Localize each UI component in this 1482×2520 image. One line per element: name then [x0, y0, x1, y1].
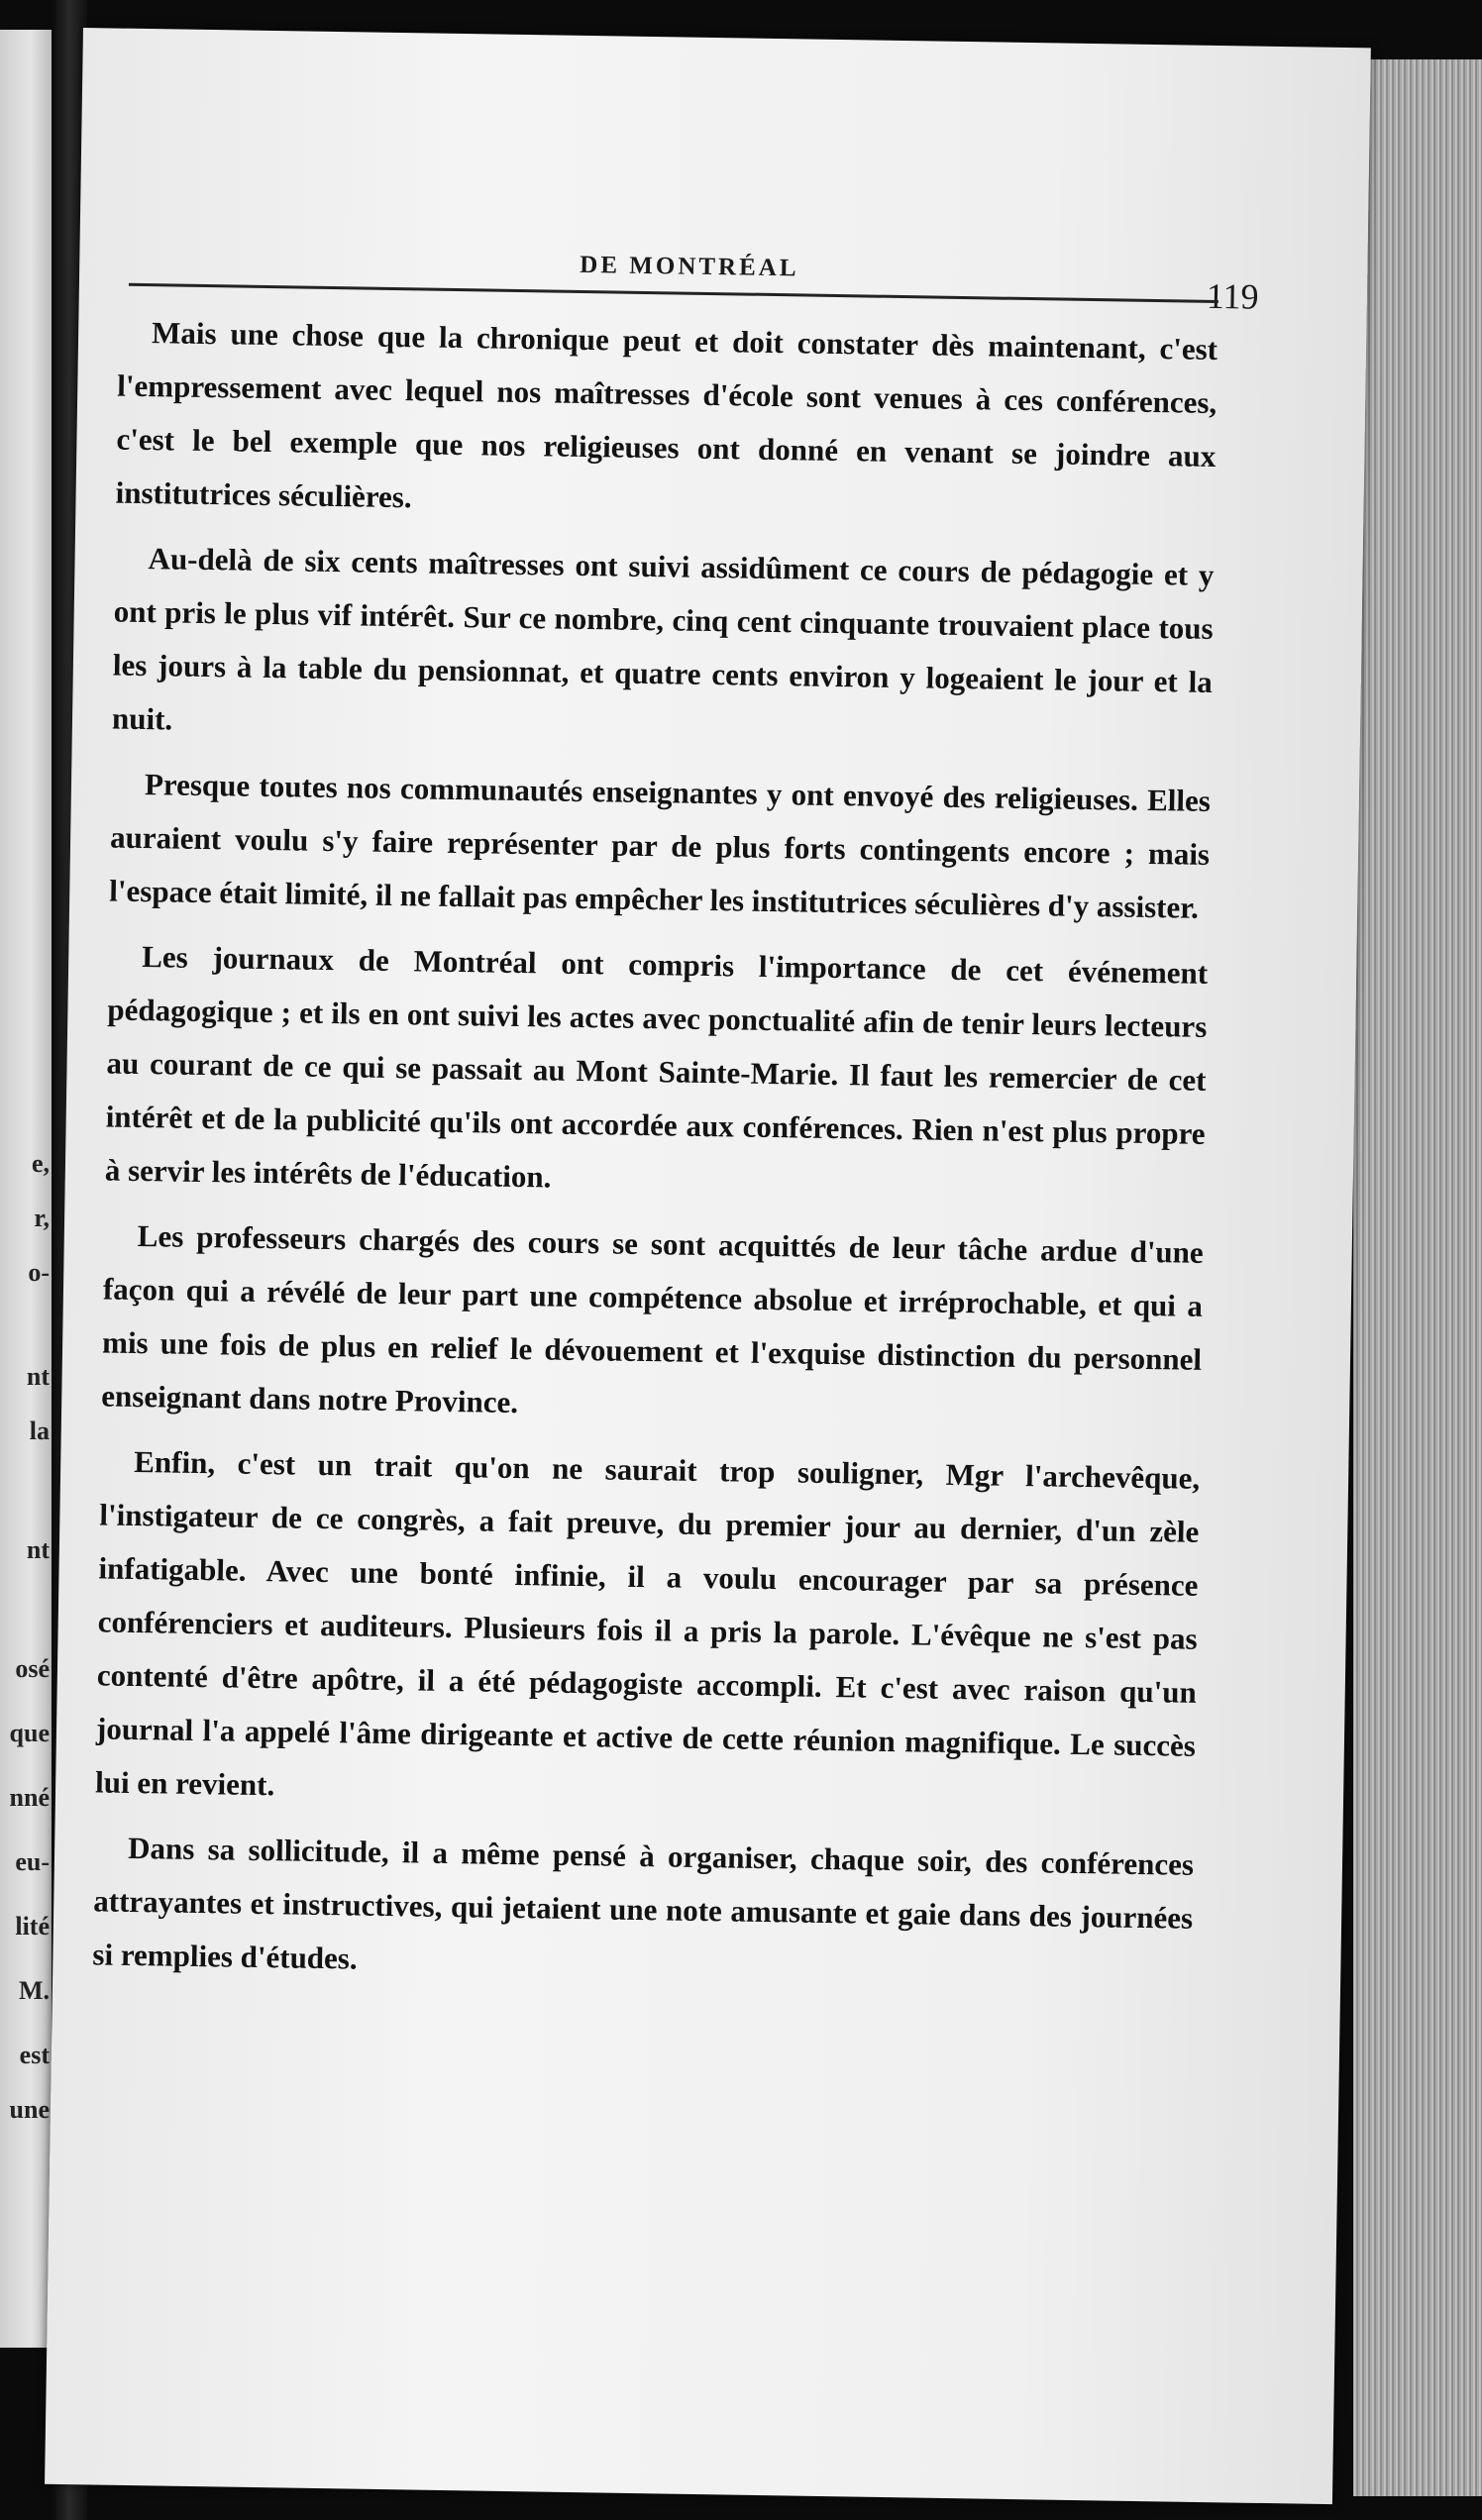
- facing-page-fragment: nné: [9, 1783, 50, 1812]
- body-text: [92, 306, 1218, 2011]
- facing-page-fragment: la: [29, 1417, 50, 1445]
- facing-page-fragment: lité: [15, 1912, 50, 1941]
- facing-page-fragment: est: [19, 2041, 50, 2069]
- facing-page-fragment: une: [9, 2095, 50, 2124]
- facing-page-fragment: r,: [34, 1204, 50, 1232]
- paragraph: Enfin, c'est un trait qu'on ne saurait trop souligner, Mgr l'archevêque, l'instigateur de ce congrès, a fait preuve, du premier jour au dernier, d'un zèle infatigable. Avec une bonté infinie, il a voulu encourager par sa présence conférenciers et auditeurs. Plusieurs fois il a pris la parole. L'évêque ne s'est pas contenté d'être apôtre, il a été pédagogiste accompli. Et c'est avec raison qu'un journal l'a appelé l'âme dirigeante et active de cette réunion magnifique. Le succès lui en revient.: [94, 1443, 1201, 1803]
- paragraph: Mais une chose que la chronique peut et doit constater dès maintenant, c'est l'empressement avec lequel nos maîtresses d'école sont venues à ces conférences, c'est le bel exemple que nos religieuses ont donné en venant se joindre aux institutrices séculières.: [115, 315, 1218, 515]
- book-page: [45, 28, 1371, 2504]
- page-stack-edge: [1353, 59, 1482, 2496]
- page-header: [79, 216, 1368, 317]
- facing-page-fragment: que: [9, 1719, 50, 1747]
- paragraph: Au-delà de six cents maîtresses ont suivi assidûment ce cours de pédagogie et y ont pris le plus vif intérêt. Sur ce nombre, cinq cent cinquante trouvaient place tous les jours à la table du pensionnat, et quatre cents environ y logeaient le jour et la nuit.: [111, 541, 1215, 737]
- paragraph: Dans sa sollicitude, il a même pensé à organiser, chaque soir, des conférences attrayantes et instructives, qui jetaient une note amusante et gaie dans des journées si remplies d'études.: [92, 1830, 1195, 1976]
- running-head: DE MONTRÉAL: [580, 251, 799, 282]
- page-number: 119: [1206, 275, 1259, 317]
- facing-page-fragment: osé: [15, 1654, 50, 1683]
- paragraph: Les journaux de Montréal ont compris l'importance de cet événement pédagogique ; et ils en ont suivi les actes avec ponctualité afin de tenir leurs lecteurs au courant de ce qui se passait au Mont Sainte-Marie. Il faut les remercier de cet intérêt et de la publicité qu'ils ont accordée aux conférences. Rien n'est plus propre à servir les intérêts de l'éducation.: [104, 939, 1209, 1195]
- facing-page-fragment: nt: [26, 1535, 50, 1564]
- facing-page-fragment: M.: [18, 1976, 50, 2005]
- paragraph: Presque toutes nos communautés enseignantes y ont envoyé des religieuses. Elles auraient voulu s'y faire représenter par de plus forts contingents encore ; mais l'espace était limité, il ne fallait pas empêcher les institutrices séculières d'y assister.: [109, 767, 1212, 925]
- facing-page-fragment: o-: [28, 1258, 50, 1287]
- facing-page-fragment: e,: [31, 1149, 50, 1178]
- paragraph: Les professeurs chargés des cours se sont acquittés de leur tâche ardue d'une façon qui a révélé de leur part une compétence absolue et irréprochable, et qui a mis une fois de plus en relief le dévouement et l'exquise distinction du personnel enseignant dans notre Province.: [101, 1218, 1204, 1420]
- facing-page-fragment: eu-: [15, 1847, 50, 1876]
- facing-page-fragment: nt: [26, 1362, 50, 1391]
- facing-page-edge: [0, 30, 52, 2348]
